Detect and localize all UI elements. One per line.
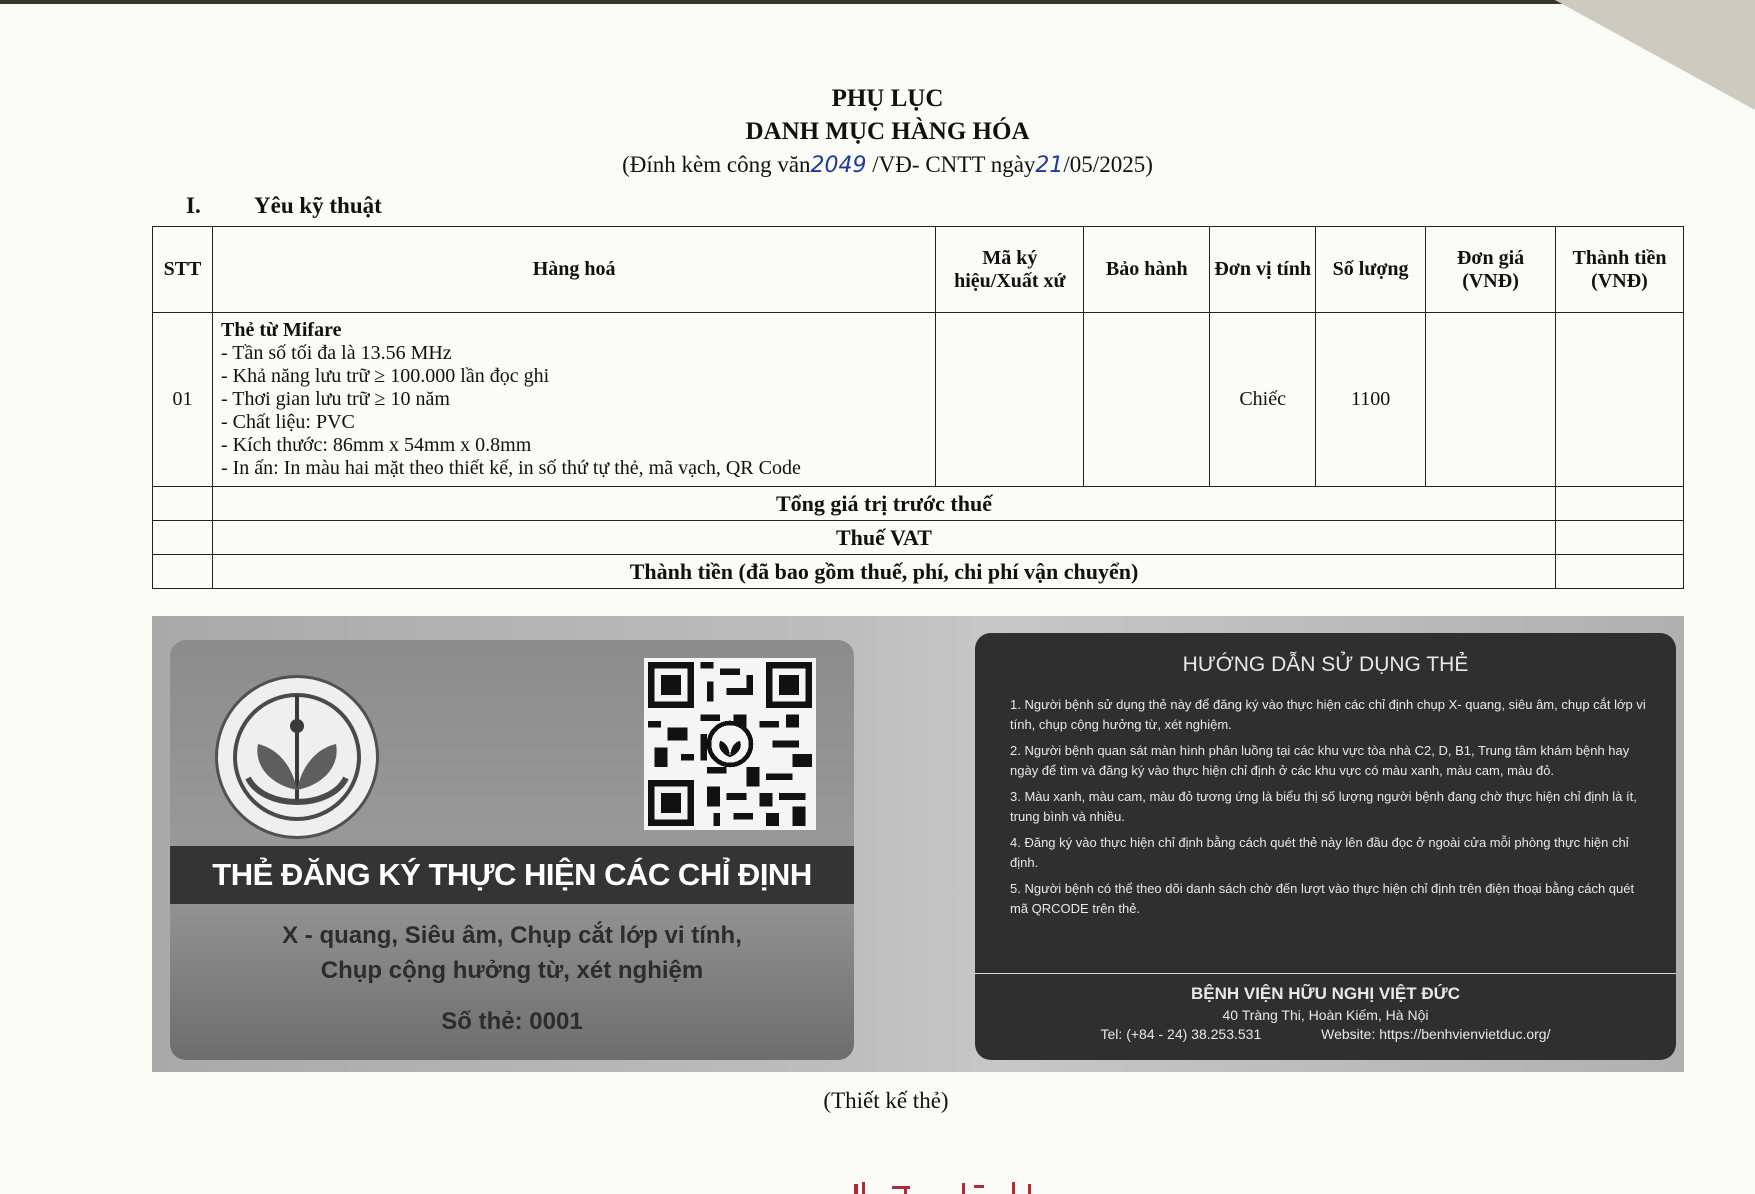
scan-edge [0,0,1755,4]
card-services-line: Chụp cộng hưởng từ, xét nghiệm [320,957,704,984]
qr-code-icon [644,658,816,830]
handwritten-ref-number: 2049 [810,153,867,178]
hospital-address: 40 Tràng Thi, Hoàn Kiếm, Hà Nội [1222,1007,1429,1023]
hospital-name: BỆNH VIỆN HỮU NGHỊ VIỆT ĐỨC [1190,984,1461,1003]
spec-line: - Tần số tối đa là 13.56 MHz [220,342,452,364]
handwritten-ref-day: 21 [1035,153,1064,178]
cell-unit: Chiếc [1210,313,1316,487]
ref-middle: /VĐ- CNTT ngày [866,152,1036,177]
table-header-row [153,227,1684,313]
cell-code [936,313,1084,487]
hospital-logo-icon [215,675,379,839]
cell-price [1426,313,1556,487]
spec-line: - In ấn: In màu hai mặt theo thiết kế, in số thứ tự thẻ, mã vạch, QR Code [220,457,801,479]
card-services [170,918,854,988]
card-number: Số thẻ: 0001 [441,1008,583,1035]
section-heading [186,193,382,219]
hospital-tel: Tel: (+84 - 24) 38.253.531 [1100,1026,1262,1042]
cell-stt: 01 [153,313,213,487]
hospital-contact [975,1026,1676,1042]
instructions-title: HƯỚNG DẪN SỬ DỤNG THẺ [1182,653,1469,676]
col-total: Thành tiền (VNĐ) [1556,227,1684,313]
cell-qty: 1100 [1316,313,1426,487]
card-back [975,633,1676,1060]
instructions-list [1010,695,1650,925]
document-header [0,82,1755,182]
goods-table [152,226,1684,589]
appendix-title: PHỤ LỤC [831,85,944,112]
spec-line: - Kích thước: 86mm x 54mm x 0.8mm [220,434,532,456]
cell-goods [212,313,935,487]
col-stt: STT [153,227,213,313]
vat-label: Thuế VAT [212,521,1555,555]
grand-total-label: Thành tiền (đã bao gồm thuế, phí, chi phí vận chuyển) [212,555,1555,589]
vat-row [153,521,1684,555]
hospital-info [975,973,1676,1042]
list-item: 2. Người bệnh quan sát màn hình phân luồng tại các khu vực tòa nhà C2, D, B1, Trung tâm khám bệnh hay ngày để tìm và đăng ký vào thực hiện chỉ định ở các khu vực có màu xanh, màu cam, màu đỏ. [1010,743,1630,778]
list-item: 5. Người bệnh có thể theo dõi danh sách chờ đến lượt vào thực hiện chỉ định trên điện thoại bằng cách quét mã QRCODE trên thẻ. [1010,881,1635,916]
ref-suffix: /05/2025) [1063,152,1153,177]
list-item: 3. Màu xanh, màu cam, màu đỏ tương ứng là biểu thị số lượng người bệnh đang chờ thực hiện chỉ định là ít, trung bình và nhiều. [1010,789,1637,824]
hospital-website: Website: https://benhvienvietduc.org/ [1321,1026,1551,1042]
table-row [153,313,1684,487]
list-item: 4. Đăng ký vào thực hiện chỉ định bằng cách quét thẻ này lên đầu đọc ở ngoài cửa mỗi phòng thực hiện chỉ định. [1010,835,1629,870]
grand-total-row [153,555,1684,589]
spec-line: - Chất liệu: PVC [220,411,355,433]
card-front [170,640,854,1060]
card-design-caption: (Thiết kế thẻ) [823,1088,949,1113]
ref-prefix: (Đính kèm công văn [622,152,811,177]
spec-line: - Thơi gian lưu trữ ≥ 10 năm [220,388,450,410]
subtotal-row [153,487,1684,521]
section-number: I. [186,193,201,218]
section-title: Yêu kỹ thuật [254,193,382,218]
red-stamp-fragment [852,1180,1082,1194]
col-qty: Số lượng [1316,227,1426,313]
card-services-line: X - quang, Siêu âm, Chụp cắt lớp vi tính, [282,922,742,949]
col-code: Mã ký hiệu/Xuất xứ [936,227,1084,313]
spec-line: - Khả năng lưu trữ ≥ 100.000 lần đọc ghi [220,365,550,387]
col-goods: Hàng hoá [212,227,935,313]
reference-line [0,148,1755,182]
col-unit: Đơn vị tính [1210,227,1316,313]
cell-total [1556,313,1684,487]
col-warranty: Bảo hành [1084,227,1210,313]
item-name: Thẻ từ Mifare [220,319,342,341]
goods-list-title: DANH MỤC HÀNG HÓA [745,118,1030,145]
card-title: THẺ ĐĂNG KÝ THỰC HIỆN CÁC CHỈ ĐỊNH [170,846,854,904]
col-price: Đơn giá (VNĐ) [1426,227,1556,313]
cell-warranty [1084,313,1210,487]
subtotal-label: Tổng giá trị trước thuế [212,487,1555,521]
list-item: 1. Người bệnh sử dụng thẻ này để đăng ký vào thực hiện các chỉ định chụp X- quang, siêu âm, chụp cắt lớp vi tính, chụp cộng hưởng từ, xét nghiệm. [1010,697,1646,732]
